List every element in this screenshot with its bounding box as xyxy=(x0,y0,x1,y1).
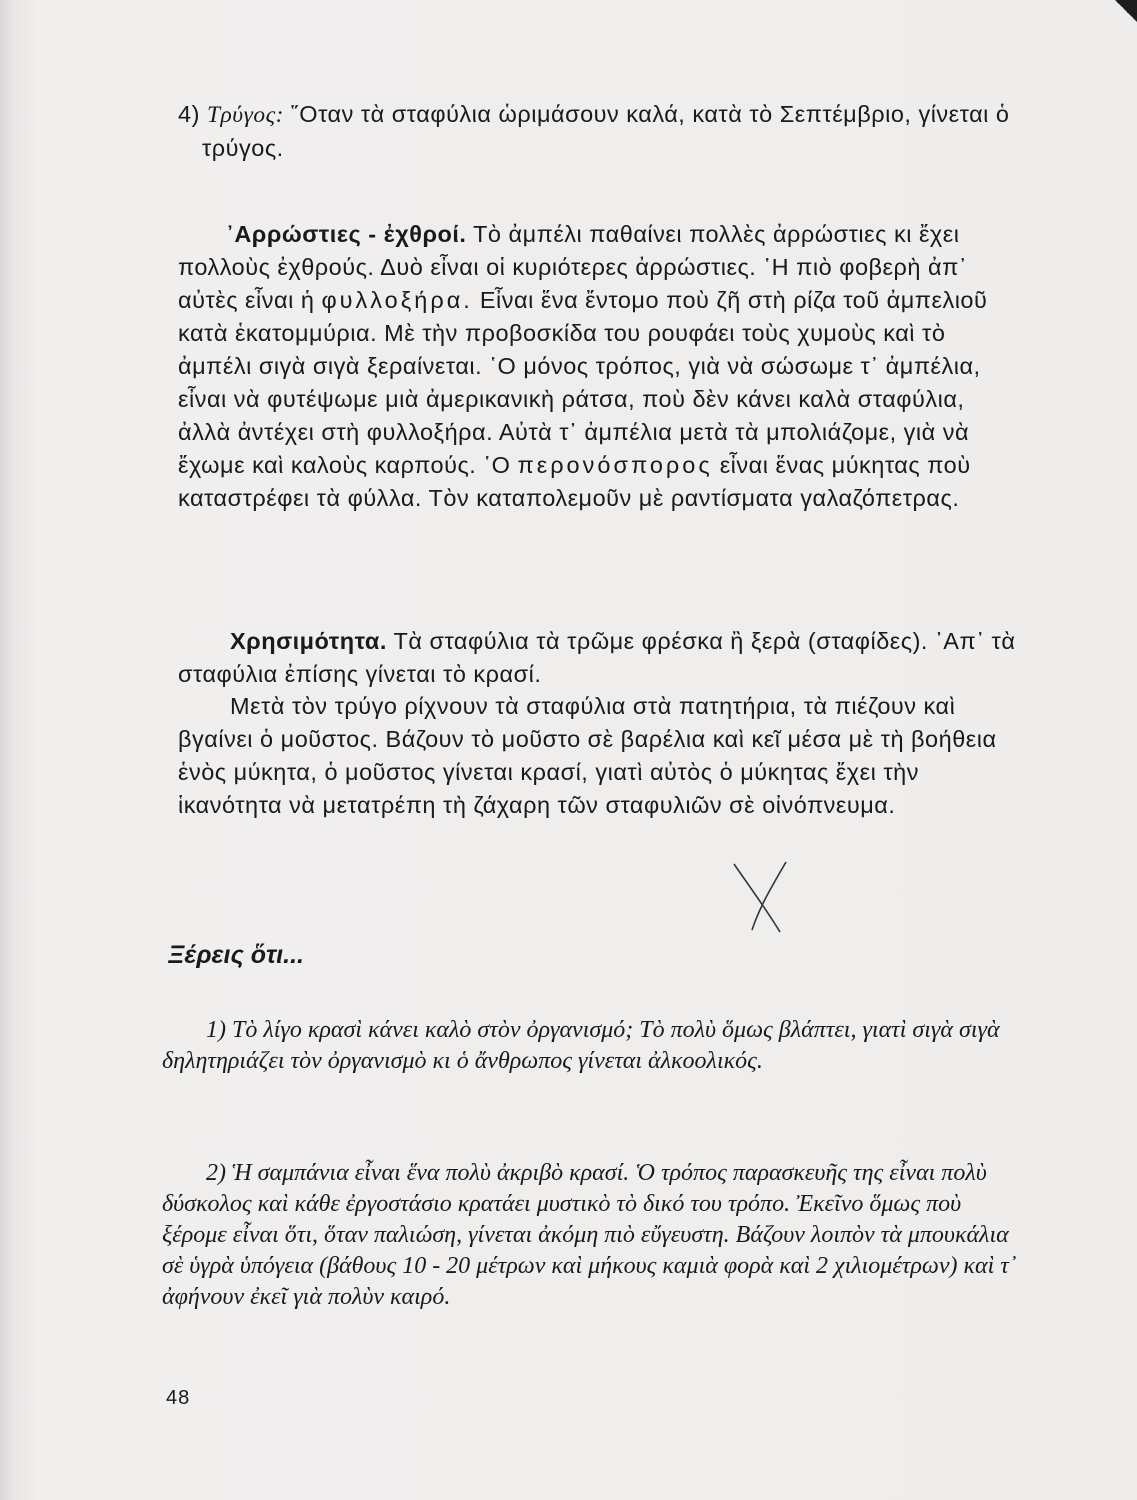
paragraph-winemaking: Μετὰ τὸν τρύγο ρίχνουν τὰ σταφύλια στὰ πατητήρια, τὰ πιέζουν καὶ βγαίνει ὁ μοῦστος. Βάζουν τὸ μοῦστο σὲ βαρέλια καὶ κεῖ μέσα μὲ τὴ βοήθεια ἑνὸς μύκητα, ὁ μοῦστος γίνεται κρασί, γιατὶ αὐτὸς ὁ μύκητας ἔχει τὴν ἱκανότητα νὰ μετατρέπη τὴ ζάχαρη τῶν σταφυλιῶν σὲ οἰνόπνευμα. xyxy=(178,693,997,818)
heading-did-you-know: Ξέρεις ὅτι... xyxy=(168,941,304,969)
fact-item: 1) Τὸ λίγο κρασὶ κάνει καλὸ στὸν ὀργανισμό; Τὸ πολὺ ὅμως βλάπτει, γιατὶ σιγὰ σιγὰ δηλητηριάζει τὸν ὀργανισμὸ κι ὁ ἄνθρωπος γίνεται ἀλκοολικός. xyxy=(162,1017,1000,1074)
item-number: 4) xyxy=(178,101,200,127)
paragraph-harvest xyxy=(178,98,1045,165)
usefulness-text: Τὰ σταφύλια τὰ τρῶμε φρέσκα ἢ ξερὰ (σταφίδες). ᾿Απ᾿ τὰ σταφύλια ἐπίσης γίνεται τὸ κρασί. xyxy=(178,628,1016,687)
page-corner-shadow xyxy=(1115,0,1137,22)
diseases-text-a: Τὸ ἀμπέλι παθαίνει πολλὲς ἀρρώστιες κι ἔχει πολλοὺς ἐχθρούς. Δυὸ εἶναι οἱ κυριότερες ἀρρώστιες. ῾Η πιὸ φοβερὴ ἀπ᾿ αὐτὲς εἶναι ἡ xyxy=(178,221,968,313)
heading-diseases: ᾿Αρρώστιες - ἐχθροί. xyxy=(226,221,467,247)
harvest-text: ῞Οταν τὰ σταφύλια ὡριμάσουν καλά, κατὰ τὸ Σεπτέμβριο, γίνεται ὁ τρύγος. xyxy=(202,101,1010,161)
pen-x-mark xyxy=(730,860,790,935)
paragraph-diseases xyxy=(178,218,1021,515)
diseases-text-b: Εἶναι ἕνα ἔντομο ποὺ ζῆ στὴ ρίζα τοῦ ἀμπελιοῦ κατὰ ἑκατομμύρια. Μὲ τὴν προβοσκίδα του ρουφάει τοὺς χυμοὺς καὶ τὸ ἀμπέλι σιγὰ σιγὰ ξεραίνεται. ῾Ο μόνος τρόπος, γιὰ νὰ σώσωμε τ᾿ ἀμπέλια, εἶναι νὰ φυτέψωμε μιὰ ἀμερικανικὴ ράτσα, ποὺ δὲν κάνει καλὰ σταφύλια, ἀλλὰ ἀντέχει στὴ φυλλοξήρα. Αὐτὰ τ᾿ ἀμπέλια μετὰ τὰ μπολιάζομε, γιὰ νὰ ἔχωμε καὶ καλοὺς καρπούς. ῾Ο xyxy=(178,287,988,478)
diseases-text-c: εἶναι ἕνας μύκητας ποὺ καταστρέφει τὰ φύλλα. Τὸν καταπολεμοῦν μὲ ραντίσματα γαλαζόπετρας. xyxy=(178,452,971,511)
page-number: 48 xyxy=(166,1387,191,1409)
term-phylloxera: φυλλοξήρα. xyxy=(321,287,473,313)
term-peronospora: περονόσπορος xyxy=(517,452,713,478)
paragraph-usefulness xyxy=(178,625,1021,691)
term-harvest: Τρύγος: xyxy=(206,102,284,128)
heading-usefulness: Χρησιμότητα. xyxy=(230,628,387,654)
fact-item: 2) Ἡ σαμπάνια εἶναι ἕνα πολὺ ἀκριβὸ κρασί. Ὁ τρόπος παρασκευῆς της εἶναι πολὺ δύσκολος καὶ κάθε ἐργοστάσιο κρατάει μυστικὸ τὸ δικό του τρόπο. Ἐκεῖνο ὅμως ποὺ ξέρομε εἶναι ὅτι, ὅταν παλιώση, γίνεται ἀκόμη πιὸ εὔγευστη. Βάζουν λοιπὸν τὰ μπουκάλια σὲ ὑγρὰ ὑπόγεια (βάθους 10 - 20 μέτρων καὶ μήκους καμιὰ φορὰ καὶ 2 χιλιομέτρων) καὶ τ᾿ ἀφήνουν ἐκεῖ γιὰ πολὺν καιρό. xyxy=(162,1160,1017,1310)
